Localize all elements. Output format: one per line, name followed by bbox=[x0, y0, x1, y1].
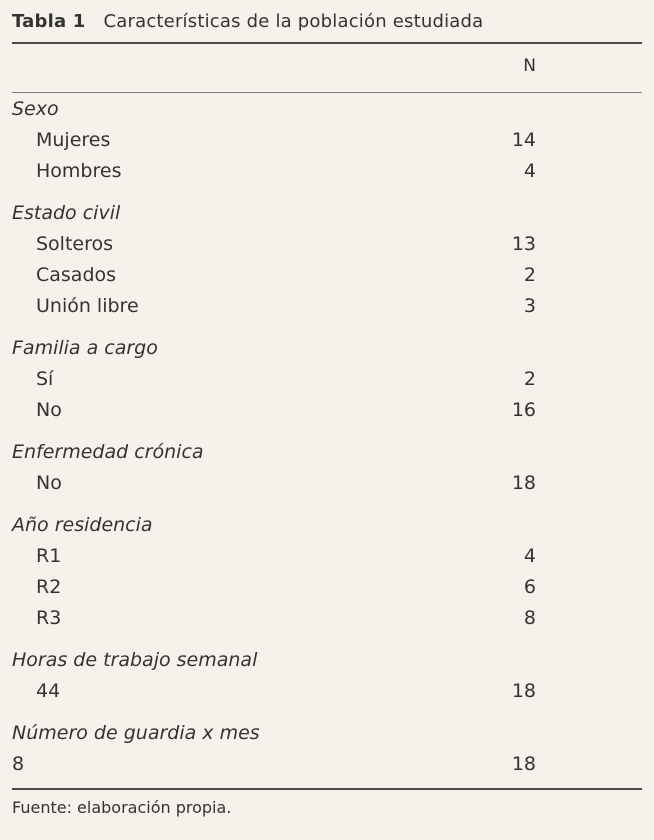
row-label: Solteros bbox=[36, 233, 114, 255]
table-row bbox=[12, 541, 642, 572]
table-row bbox=[12, 156, 642, 187]
table-row bbox=[12, 395, 642, 426]
row-value: 18 bbox=[511, 753, 536, 775]
table-document bbox=[12, 0, 642, 826]
row-label: R3 bbox=[36, 607, 62, 629]
section-numero-guardia bbox=[12, 717, 642, 780]
section-enfermedad-cronica bbox=[12, 436, 642, 499]
row-label: Mujeres bbox=[36, 129, 111, 151]
table-row bbox=[12, 676, 642, 707]
table-number: Tabla 1 bbox=[12, 10, 86, 32]
table-row bbox=[12, 603, 642, 634]
row-value: 16 bbox=[511, 399, 536, 421]
row-label: No bbox=[36, 472, 62, 494]
row-label: Hombres bbox=[36, 160, 122, 182]
category-heading: Año residencia bbox=[12, 514, 153, 536]
row-value: 14 bbox=[511, 129, 536, 151]
table-footnote: Fuente: elaboración propia. bbox=[12, 798, 232, 817]
category-heading: Número de guardia x mes bbox=[12, 722, 260, 744]
row-value: 18 bbox=[511, 472, 536, 494]
table-row bbox=[12, 260, 642, 291]
table-row bbox=[12, 125, 642, 156]
section-ano-residencia bbox=[12, 509, 642, 634]
table-row bbox=[12, 749, 642, 780]
row-value: 8 bbox=[523, 607, 536, 629]
section-estado-civil bbox=[12, 197, 642, 322]
row-label: No bbox=[36, 399, 62, 421]
row-label: R1 bbox=[36, 545, 62, 567]
category-heading: Sexo bbox=[12, 98, 59, 120]
row-value: 2 bbox=[523, 368, 536, 390]
row-value: 18 bbox=[511, 680, 536, 702]
section-familia-a-cargo bbox=[12, 332, 642, 426]
row-label: Casados bbox=[36, 264, 117, 286]
table-row bbox=[12, 229, 642, 260]
row-value: 3 bbox=[523, 295, 536, 317]
row-value: 6 bbox=[523, 576, 536, 598]
table-caption bbox=[12, 0, 642, 42]
table-title: Características de la población estudiada bbox=[103, 10, 484, 32]
category-heading: Familia a cargo bbox=[12, 337, 158, 359]
category-heading: Enfermedad crónica bbox=[12, 441, 204, 463]
row-label: 8 bbox=[12, 753, 25, 775]
row-label: R2 bbox=[36, 576, 62, 598]
table-row bbox=[12, 364, 642, 395]
table-row bbox=[12, 291, 642, 322]
section-sexo bbox=[12, 93, 642, 187]
section-horas-trabajo bbox=[12, 644, 642, 707]
row-label: Sí bbox=[36, 368, 54, 390]
row-label: Unión libre bbox=[36, 295, 139, 317]
category-heading: Estado civil bbox=[12, 202, 121, 224]
column-header-n: N bbox=[523, 56, 536, 76]
table-header-row bbox=[12, 44, 642, 92]
row-value: 4 bbox=[523, 545, 536, 567]
row-value: 2 bbox=[523, 264, 536, 286]
category-heading: Horas de trabajo semanal bbox=[12, 649, 258, 671]
table-row bbox=[12, 468, 642, 499]
row-value: 4 bbox=[523, 160, 536, 182]
table-row bbox=[12, 572, 642, 603]
row-value: 13 bbox=[511, 233, 536, 255]
row-label: 44 bbox=[36, 680, 61, 702]
